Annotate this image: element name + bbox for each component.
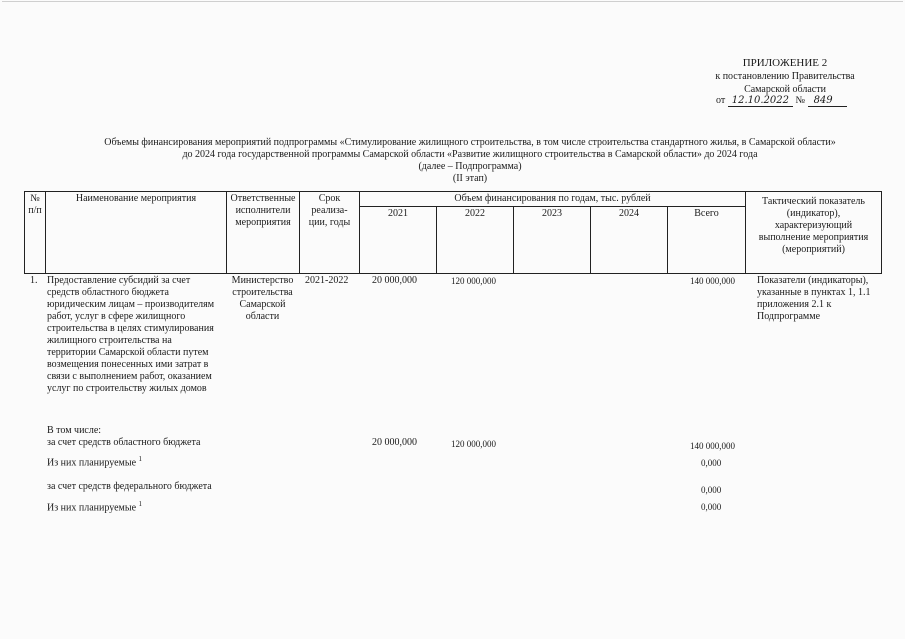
col-name-header: Наименование мероприятия [46,192,227,274]
scan-top-edge [2,1,903,2]
heading-line-3: (далее – Подпрограмма) [418,161,522,172]
planned-total-1: 0,000 [701,458,722,468]
federal-budget-label: за счет средств федерального бюджета [47,481,212,492]
col-executor-header: Ответственные исполнители мероприятия [227,192,300,274]
federal-total: 0,000 [701,485,722,495]
col-indicator-header: Тактический показатель (индикатор), характеризующий выполнение мероприятия (мероприятий) [746,192,882,274]
row-executor: Министерство строительства Самарской области [231,275,294,322]
appendix-date-number [716,95,847,106]
planned-total-2: 0,000 [701,502,722,512]
heading-line-4: (II этап) [452,173,488,184]
regional-total: 140 000,000 [690,441,735,451]
appendix-line-1: к постановлению Правительства [715,71,855,82]
year-2024-header: 2024 [591,207,668,274]
number-value: 849 [808,95,847,107]
row-number: 1. [30,275,38,286]
col-number-header: № п/п [25,192,46,274]
including-label: В том числе: [47,425,102,436]
row-indicator: Показатели (индикаторы), указанные в пунктах 1, 1.1 приложения 2.1 к Подпрограмме [757,275,871,322]
planned-label-2: Из них планируемые $^1$ [47,500,143,514]
regional-2021: 20 000,000 [372,437,417,448]
row-name: Предоставление субсидий за счет средств областного бюджета юридическим лицам – производителям работ, услуг в сфере жилищного строительства в целях стимулирования жилищного строительства на территории Самарской области путем возмещения понесенных ими затрат в связи с выполнением работ, оказанием услуг по строительству жилых домов [47,275,215,394]
appendix-line-2: Самарской области [744,84,826,95]
heading-line-2: до 2024 года государственной программы Самарской области «Развитие жилищного строительства в Самарской области» до 2024 года [182,149,758,160]
row-total: 140 000,000 [690,276,735,286]
date-prefix: от [716,95,726,106]
row-term: 2021-2022 [305,275,349,286]
total-header: Всего [668,207,746,274]
year-2022-header: 2022 [437,207,514,274]
year-2023-header: 2023 [514,207,591,274]
planned-label-1: Из них планируемые $^1$ [47,455,143,469]
appendix-title: ПРИЛОЖЕНИЕ 2 [742,57,828,69]
heading-line-1: Объемы финансирования мероприятий подпрограммы «Стимулирование жилищного строительства, в том числе строительства стандартного жилья, в Самарской области» [104,137,836,148]
regional-budget-label: за счет средств областного бюджета [47,437,201,448]
appendix-block [680,57,890,96]
row-value-2021: 20 000,000 [372,275,417,286]
date-value: 12.10.2022 [728,95,793,107]
col-term-header: Срок реализа- ции, годы [300,192,360,274]
regional-2022: 120 000,000 [451,439,496,449]
number-prefix: № [795,95,806,106]
year-2021-header: 2021 [360,207,437,274]
funding-table-header [24,191,882,274]
row-value-2022: 120 000,000 [451,276,496,286]
col-funding-header: Объем финансирования по годам, тыс. рублей [360,192,746,207]
